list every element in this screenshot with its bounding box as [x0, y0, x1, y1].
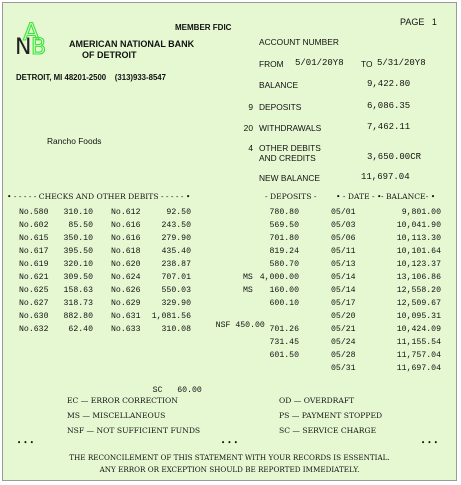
bank-name-line2: OF DETROIT: [82, 50, 137, 60]
other-count: 4: [248, 143, 253, 153]
table-row: 580.70 05/13 10,123.37: [269, 260, 441, 269]
list-item: No.633 310.08: [111, 325, 191, 334]
table-row: MS 160.00 05/14 12,558.20: [243, 286, 441, 295]
deposits-total: 6,086.35: [367, 101, 411, 111]
logo-letter-n: N: [15, 35, 32, 56]
list-item: No.618 435.40: [111, 247, 191, 256]
separator-dots-left: • • •: [17, 439, 34, 447]
table-row: MS 4,000.00 05/14 13,106.86: [243, 273, 441, 282]
page-indicator: [400, 17, 437, 27]
table-row: 05/20 10,095.31: [331, 312, 441, 321]
balance-column-header: - BALANCE- •: [381, 192, 436, 201]
list-item: No.619 320.10: [19, 260, 93, 269]
withdrawals-label: WITHDRAWALS: [259, 123, 322, 133]
nsf-amount: 450.00: [235, 321, 265, 330]
withdrawals-count: 20: [243, 123, 253, 133]
footer-error-notice: ANY ERROR OR EXCEPTION SHOULD BE REPORTED IMMEDIATELY.: [99, 465, 360, 474]
table-row: 701.26 05/21 10,424.09: [269, 325, 441, 334]
list-item: No.616 243.50: [111, 221, 191, 230]
opening-balance: 9,422.80: [367, 79, 411, 89]
list-item: No.580 310.10: [19, 208, 93, 217]
deposits-label: DEPOSITS: [259, 102, 302, 112]
page-label: PAGE: [400, 17, 425, 27]
customer-name: Rancho Foods: [47, 136, 102, 146]
account-number-label: ACCOUNT NUMBER: [259, 37, 339, 47]
checks-column-header: • - - - - - CHECKS AND OTHER DEBITS - - - - - •: [7, 192, 191, 201]
list-item: No.624 707.01: [111, 273, 191, 282]
legend-ms: MS — MISCELLANEOUS: [67, 411, 166, 420]
list-item: No.612 92.50: [111, 208, 191, 217]
list-item: No.602 85.50: [19, 221, 93, 230]
bank-address: DETROIT, MI 48201-2500 (313)933-8547: [16, 73, 166, 82]
date-column-header: • - DATE - •: [336, 192, 382, 201]
table-row: 780.80 05/01 9,801.00: [269, 208, 441, 217]
list-item: No.616 279.90: [111, 234, 191, 243]
legend-sc: SC — SERVICE CHARGE: [279, 426, 377, 435]
table-row: 819.24 05/11 10,101.64: [269, 247, 441, 256]
new-balance: 11,697.04: [361, 172, 410, 182]
legend-ec: EC — ERROR CORRECTION: [67, 396, 178, 405]
checks-left-column: [19, 208, 93, 338]
sc-amount: 60.00: [177, 386, 202, 395]
legend-nsf: NSF — NOT SUFFICIENT FUNDS: [67, 426, 201, 435]
legend-ps: PS — PAYMENT STOPPED: [279, 411, 383, 420]
list-item: No.632 62.40: [19, 325, 93, 334]
table-row: 600.10 05/17 12,509.67: [269, 299, 441, 308]
legend-od: OD — OVERDRAFT: [279, 396, 355, 405]
ledger-column: [243, 208, 441, 377]
to-date: 5/31/20Y8: [377, 58, 426, 68]
separator-dots-center: • • •: [221, 439, 238, 447]
deposits-count: 9: [248, 102, 253, 112]
sc-code: SC: [152, 386, 163, 395]
table-row: 569.50 05/03 10,041.90: [269, 221, 441, 230]
logo-letter-a: A: [23, 20, 40, 46]
list-item: No.627 318.73: [19, 299, 93, 308]
table-row: 701.80 05/06 10,113.30: [269, 234, 441, 243]
logo-letter-b: B: [31, 35, 47, 56]
list-item: No.630 882.80: [19, 312, 93, 321]
to-label: TO: [361, 59, 373, 69]
other-label-2: AND CREDITS: [259, 153, 316, 163]
page-number: 1: [431, 17, 437, 27]
bank-name: AMERICAN NATIONAL BANK: [69, 39, 195, 49]
footer-reconcilement-notice: THE RECONCILEMENT OF THIS STATEMENT WITH YOUR RECORDS IS ESSENTIAL.: [69, 453, 390, 462]
separator-dots-right: • • •: [421, 439, 438, 447]
table-row: 601.50 05/28 11,757.04: [269, 351, 441, 360]
balance-label: BALANCE: [259, 80, 299, 90]
bank-logo: [15, 20, 75, 56]
withdrawals-total: 7,462.11: [367, 122, 411, 132]
list-item: No.625 158.63: [19, 286, 93, 295]
list-item: No.629 329.90: [111, 299, 191, 308]
new-balance-label: NEW BALANCE: [259, 173, 320, 183]
list-item: No.626 550.03: [111, 286, 191, 295]
table-row: 05/31 11,697.04: [331, 364, 441, 373]
list-item: No.617 395.50: [19, 247, 93, 256]
list-item: No.615 350.10: [19, 234, 93, 243]
from-label: FROM: [259, 59, 284, 69]
table-row: 731.45 05/24 11,155.54: [269, 338, 441, 347]
member-fdic: MEMBER FDIC: [175, 23, 232, 32]
bank-statement: [2, 2, 457, 481]
checks-right-column: [111, 208, 191, 338]
other-total: 3,650.00CR: [367, 152, 422, 162]
list-item: No.631 1,081.56: [111, 312, 191, 321]
other-label-1: OTHER DEBITS: [259, 143, 321, 153]
from-date: 5/01/20Y8: [295, 58, 344, 68]
list-item: No.621 309.50: [19, 273, 93, 282]
nsf-code: NSF: [215, 321, 231, 330]
deposits-column-header: - DEPOSITS -: [265, 192, 317, 201]
list-item: No.620 238.87: [111, 260, 191, 269]
